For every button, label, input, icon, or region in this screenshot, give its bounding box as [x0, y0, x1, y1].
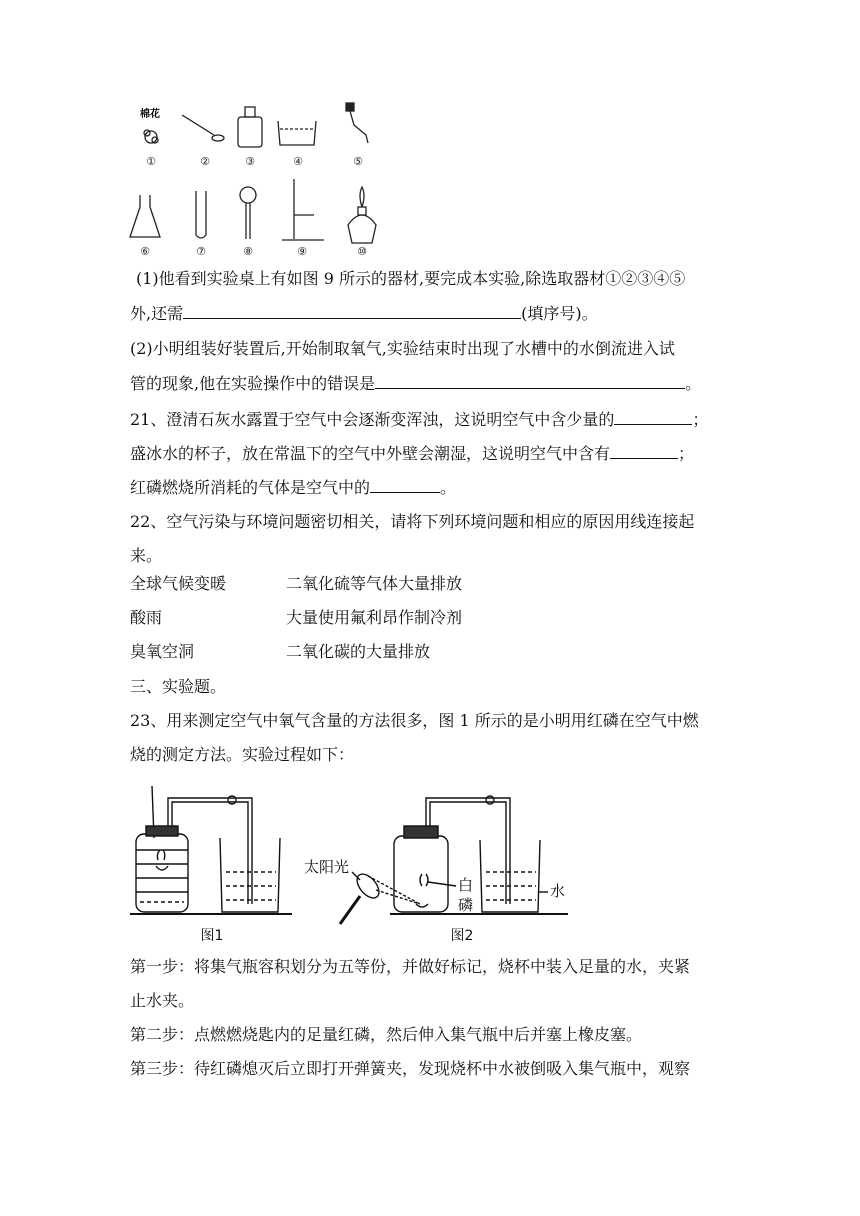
equip-num: ② — [200, 155, 210, 168]
q21-line1 — [130, 408, 708, 431]
q21-l2-text: 盛冰水的杯子，放在常温下的空气中外壁会潮湿，这说明空气中含有 — [130, 444, 611, 463]
white-phosphorus-label-1: 白 — [458, 876, 474, 894]
equip-num: ⑧ — [243, 245, 253, 257]
q21-l1-text: 21、澄清石灰水露置于空气中会逐渐变浑浊，这说明空气中含少量的 — [130, 410, 615, 429]
q23-step3: 第三步：待红磷熄灭后立即打开弹簧夹，发现烧杯中水被倒吸入集气瓶中，观察 — [130, 1059, 691, 1078]
q20-p2-line2 — [130, 372, 701, 395]
q21-l3-end: 。 — [440, 478, 457, 497]
answer-blank[interactable] — [610, 442, 678, 459]
q22-cause: 二氧化碳的大量排放 — [286, 642, 431, 661]
q21-line2 — [130, 442, 694, 465]
equip-num: ④ — [293, 155, 303, 168]
q23-line2: 烧的测定方法。实验过程如下： — [130, 745, 355, 764]
q20-p1-line2-a: 外,还需 — [130, 304, 184, 323]
equip-num: ① — [146, 155, 156, 168]
q20-p2-line2-a: 管的现象,他在实验操作中的错误是 — [130, 374, 376, 393]
conical-flask-icon — [130, 195, 160, 237]
equip-num: ⑦ — [196, 245, 206, 257]
q23-step1-line2: 止水夹。 — [130, 991, 195, 1010]
round-flask-icon — [240, 187, 256, 239]
test-tube-icon — [196, 191, 206, 238]
section-heading: 三、实验题。 — [130, 677, 227, 696]
q22-problem: 全球气候变暖 — [130, 574, 227, 593]
answer-blank[interactable] — [375, 372, 685, 389]
q20-p1-line1: (1)他看到实验桌上有如图 9 所示的器材,要完成本实验,除选取器材①②③④⑤ — [136, 269, 686, 288]
q22-cause: 二氧化硫等气体大量排放 — [286, 574, 463, 593]
q22-problem: 臭氧空洞 — [130, 642, 195, 661]
equip-num: ⑤ — [353, 155, 363, 168]
white-phosphorus-label-2: 磷 — [458, 896, 474, 914]
q22-problem: 酸雨 — [130, 608, 163, 627]
q22-line2: 来。 — [130, 546, 163, 565]
answer-blank[interactable] — [370, 476, 440, 493]
q23-step2: 第二步：点燃燃烧匙内的足量红磷，然后伸入集气瓶中后并塞上橡皮塞。 — [130, 1025, 643, 1044]
equip-num: ⑨ — [297, 245, 307, 257]
q21-l3-text: 红磷燃烧所消耗的气体是空气中的 — [130, 478, 371, 497]
apparatus-figure — [128, 786, 598, 946]
water-label: 水 — [550, 882, 566, 900]
cotton-label: 棉花 — [140, 109, 160, 120]
q22-cause: 大量使用氟利昂作制冷剂 — [286, 608, 463, 627]
iron-stand-icon — [282, 179, 324, 240]
sunlight-label: 太阳光 — [304, 858, 350, 876]
cotton-icon — [144, 130, 158, 143]
spatula-icon — [182, 115, 224, 141]
water-trough-icon — [278, 121, 316, 145]
answer-blank[interactable] — [614, 408, 692, 425]
fig2-apparatus — [340, 796, 568, 924]
delivery-tube-icon — [346, 103, 368, 143]
q22-line1: 22、空气污染与环境问题密切相关，请将下列环境问题和相应的原因用线连接起 — [130, 512, 695, 531]
fig1-caption: 图1 — [200, 928, 224, 944]
equipment-figure — [118, 95, 408, 257]
q21-line3 — [130, 476, 456, 499]
fig1-apparatus — [130, 786, 292, 914]
alcohol-lamp-icon — [348, 187, 376, 243]
q23-line1: 23、用来测定空气中氧气含量的方法很多，图 1 所示的是小明用红磷在空气中燃 — [130, 711, 699, 730]
fig2-caption: 图2 — [450, 928, 474, 944]
q21-l1-end: ； — [692, 410, 709, 429]
equip-num: ⑩ — [357, 245, 367, 257]
q21-l2-end: ； — [678, 444, 695, 463]
q23-step1-line1: 第一步：将集气瓶容积划分为五等份，并做好标记，烧杯中装入足量的水，夹紧 — [130, 957, 691, 976]
q20-p1-line2-b: (填序号)。 — [521, 304, 598, 323]
q20-p2-line2-b: 。 — [685, 374, 702, 393]
answer-blank[interactable] — [183, 302, 521, 319]
equip-num: ⑥ — [140, 245, 150, 257]
equip-num: ③ — [245, 155, 255, 168]
q20-p2-line1: (2)小明组装好装置后,开始制取氧气,实验结束时出现了水槽中的水倒流进入试 — [130, 339, 675, 358]
reagent-bottle-icon — [238, 107, 262, 147]
q20-p1-line2 — [130, 302, 598, 325]
